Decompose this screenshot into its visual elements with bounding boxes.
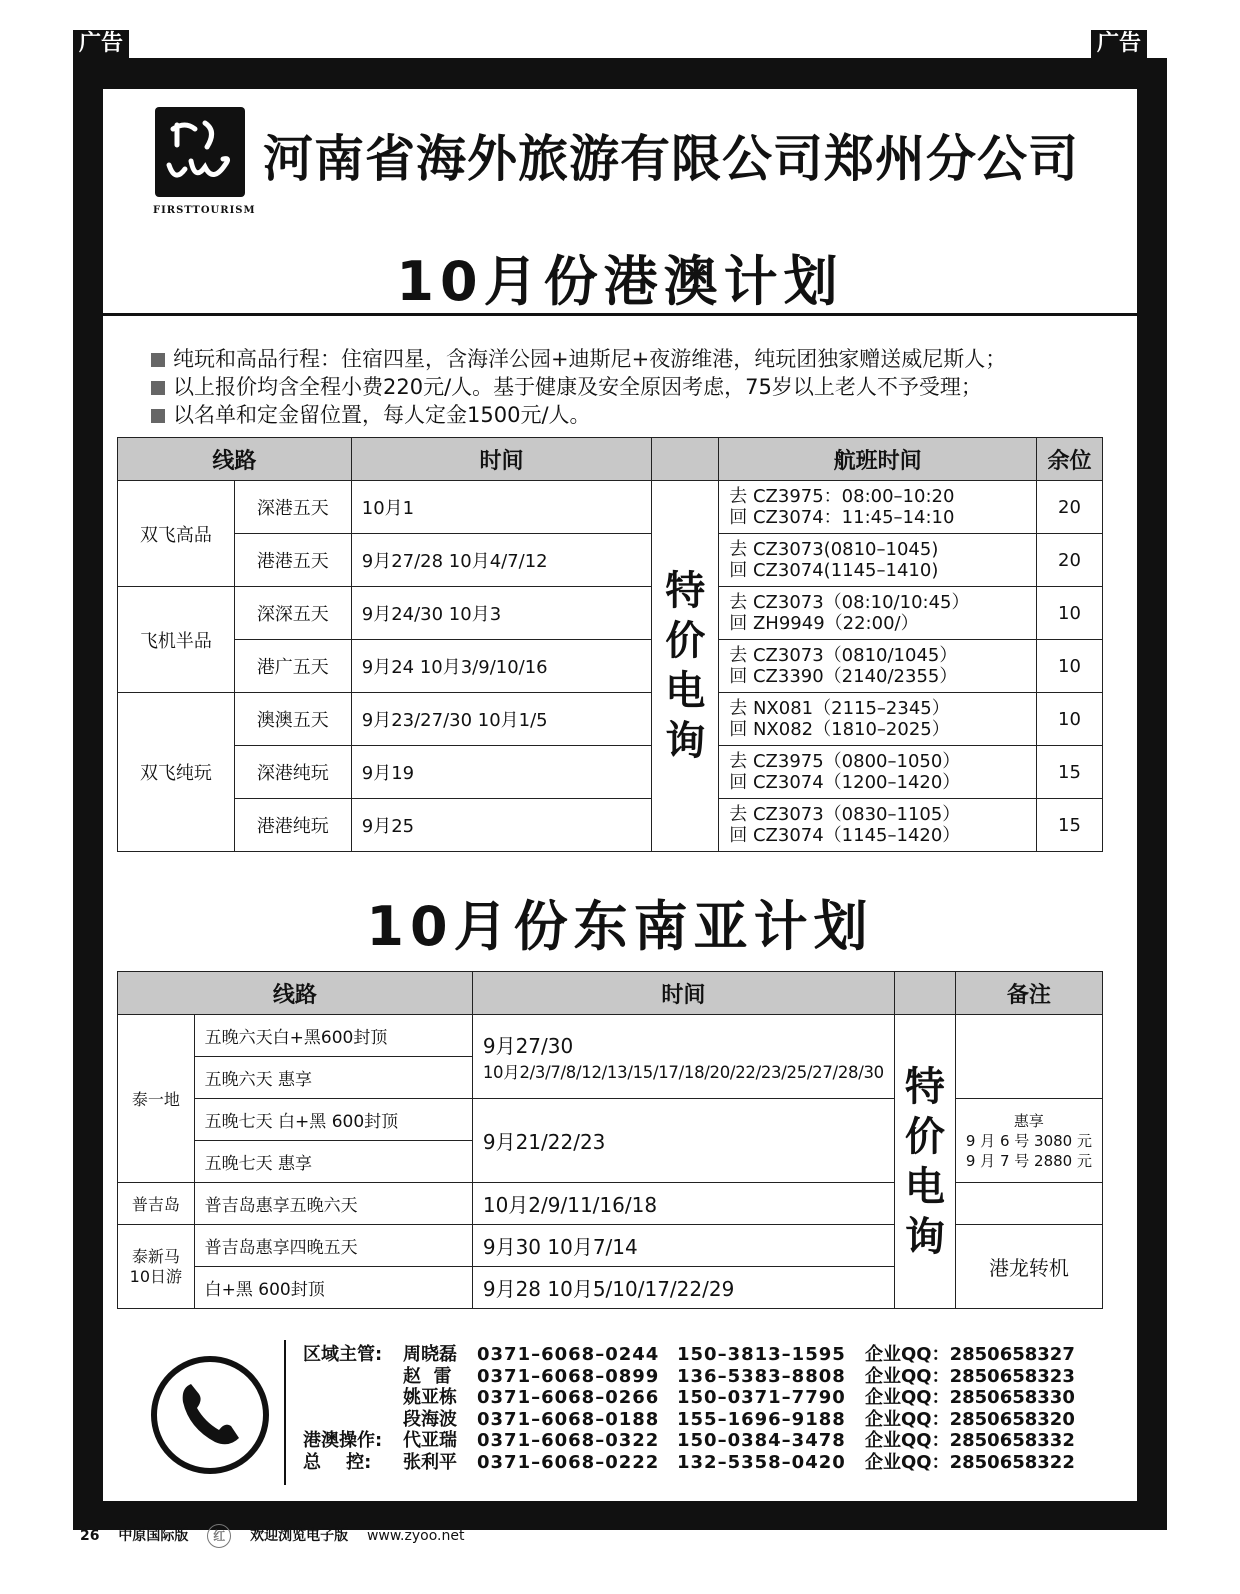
hk-seats: 10 [1036,693,1102,746]
hk-flight: 去 CZ3073（0810/1045） 回 CZ3390（2140/2355） [719,640,1037,693]
company-name: 河南省海外旅游有限公司郑州分公司 [263,130,1079,188]
logo-mark-icon [155,107,245,197]
hk-time: 9月24/30 10月3 [351,587,652,640]
note-item: 纯玩和高品行程：住宿四星，含海洋公园+迪斯尼+夜游维港，纯玩团独家赠送威尼斯人； [151,345,1006,373]
hk-special-price: 特价电询 [652,481,719,852]
sea-route: 五晚六天白+黑600封顶 [194,1015,472,1057]
contact-row: 区域主管: 周晓磊 0371–6068–0244 150–3813–1595 企业QQ：2850658327 [303,1344,1075,1365]
hk-subroute: 深深五天 [234,587,351,640]
sea-time: 9月21/22/23 [472,1099,894,1183]
company-logo [155,107,245,197]
table-row [118,640,1103,693]
sea-plan-title: 10月份东南亚计划 [366,895,874,958]
sea-time: 10月2/9/11/16/18 [472,1183,894,1225]
logo-text: FIRSTTOURISM [153,205,256,216]
hk-time: 10月1 [351,481,652,534]
sea-route: 白+黑 600封顶 [194,1267,472,1309]
table-row [118,799,1103,852]
hk-group: 双飞纯玩 [118,693,235,852]
sea-header-route: 线路 [118,972,473,1015]
hk-flight: 去 CZ3073(0810–1045) 回 CZ3074(1145–1410) [719,534,1037,587]
hk-time: 9月27/28 10月4/7/12 [351,534,652,587]
table-row [118,693,1103,746]
table-row [118,534,1103,587]
sea-header-notes: 备注 [955,972,1102,1015]
hk-subroute: 澳澳五天 [234,693,351,746]
hk-subroute: 深港纯玩 [234,746,351,799]
ad-panel [103,89,1137,1501]
sea-remark-empty [955,1183,1102,1225]
sea-group: 泰一地 [118,1015,195,1183]
hk-header-flight: 航班时间 [719,438,1037,481]
sea-header-blank [894,972,955,1015]
hk-seats: 15 [1036,746,1102,799]
hk-flight: 去 CZ3975：08:00–10:20 回 CZ3074：11:45–14:10 [719,481,1037,534]
hk-time: 9月19 [351,746,652,799]
welcome-text: 欢迎浏览电子版 [250,1528,349,1544]
hk-time: 9月24 10月3/9/10/16 [351,640,652,693]
sea-route: 五晚六天 惠享 [194,1057,472,1099]
table-row [118,587,1103,640]
header [103,89,1137,316]
hk-group: 双飞高品 [118,481,235,587]
hk-flight: 去 CZ3073（0830–1105） 回 CZ3074（1145–1420） [719,799,1037,852]
note-item: 以名单和定金留位置，每人定金1500元/人。 [151,401,1006,429]
square-bullet-icon [151,409,165,423]
sea-table [117,971,1103,1309]
contact-row: 姚亚栋 0371–6068–0266 150–0371–7790 企业QQ：2850658330 [403,1387,1075,1409]
hk-seats: 10 [1036,587,1102,640]
table-row [118,1225,1103,1267]
hk-subroute: 港广五天 [234,640,351,693]
notes-list [151,345,1006,429]
contact-list [303,1344,1085,1474]
ad-label-left: 广告 [73,30,129,58]
hk-time: 9月25 [351,799,652,852]
table-row [118,746,1103,799]
hk-seats: 20 [1036,481,1102,534]
page-footer [80,1524,478,1548]
hk-subroute: 港港五天 [234,534,351,587]
sea-remark: 惠享 9 月 6 号 3080 元 9 月 7 号 2880 元 [955,1099,1102,1183]
sea-route: 普吉岛惠享四晚五天 [194,1225,472,1267]
sea-route: 五晚七天 白+黑 600封顶 [194,1099,472,1141]
contact-section [103,1334,1137,1501]
contact-row: 赵 雷 0371–6068–0899 136–5383–8808 企业QQ：2850658323 [403,1365,1075,1387]
table-row [118,1183,1103,1225]
hk-seats: 20 [1036,534,1102,587]
hk-seats: 15 [1036,799,1102,852]
sea-remark-empty [955,1015,1102,1099]
sea-group: 普吉岛 [118,1183,195,1225]
hk-time: 9月23/27/30 10月1/5 [351,693,652,746]
sea-route: 普吉岛惠享五晚六天 [194,1183,472,1225]
sea-header-time: 时间 [472,972,894,1015]
sea-time: 9月27/30 10月2/3/7/8/12/13/15/17/18/20/22/23/25/27/28/30 [472,1015,894,1099]
note-item: 以上报价均含全程小费220元/人。基于健康及安全原因考虑，75岁以上老人不予受理； [151,373,1006,401]
square-bullet-icon [151,353,165,367]
sea-time: 9月30 10月7/14 [472,1225,894,1267]
hk-flight: 去 NX081（2115–2345） 回 NX082（1810–2025） [719,693,1037,746]
sea-time: 9月28 10月5/10/17/22/29 [472,1267,894,1309]
sea-special-price: 特价电询 [894,1015,955,1309]
hk-flight: 去 CZ3975（0800–1050） 回 CZ3074（1200–1420） [719,746,1037,799]
sea-header-row [118,972,1103,1015]
square-bullet-icon [151,381,165,395]
contact-row: 段海波 0371–6068–0188 155–1696–9188 企业QQ：2850658320 [403,1408,1075,1430]
hk-header-seats: 余位 [1036,438,1102,481]
hk-header-time: 时间 [351,438,652,481]
contact-row: 总 控: 张利平 0371–6068–0222 132–5358–0420 企业QQ：2850658322 [303,1451,1075,1473]
table-row [118,1015,1103,1057]
hk-flight: 去 CZ3073（08:10/10:45） 回 ZH9949（22:00/） [719,587,1037,640]
page-number: 26 [80,1528,100,1544]
website-link[interactable]: www.zyoo.net [366,1528,465,1544]
hk-table [117,437,1103,852]
table-row [118,1099,1103,1141]
hk-group: 飞机半品 [118,587,235,693]
phone-icon [151,1356,269,1474]
hk-seats: 10 [1036,640,1102,693]
telephone-handset-icon [157,1362,263,1468]
hk-header-row [118,438,1103,481]
magazine-logo-icon: 红 [207,1524,231,1548]
table-row [118,481,1103,534]
sea-remark: 港龙转机 [955,1225,1102,1309]
edition-name: 中原国际版 [118,1528,189,1544]
contact-row: 港澳操作: 代亚瑞 0371–6068–0322 150–0384–3478 企业QQ：2850658332 [303,1430,1075,1452]
hk-subroute: 港港纯玩 [234,799,351,852]
ad-label-right: 广告 [1091,30,1147,58]
hk-subroute: 深港五天 [234,481,351,534]
hk-header-blank [652,438,719,481]
sea-group: 泰新马 10日游 [118,1225,195,1309]
hk-header-route: 线路 [118,438,352,481]
sea-route: 五晚七天 惠享 [194,1141,472,1183]
contact-divider [284,1340,286,1485]
hk-plan-title: 10月份港澳计划 [396,250,844,313]
